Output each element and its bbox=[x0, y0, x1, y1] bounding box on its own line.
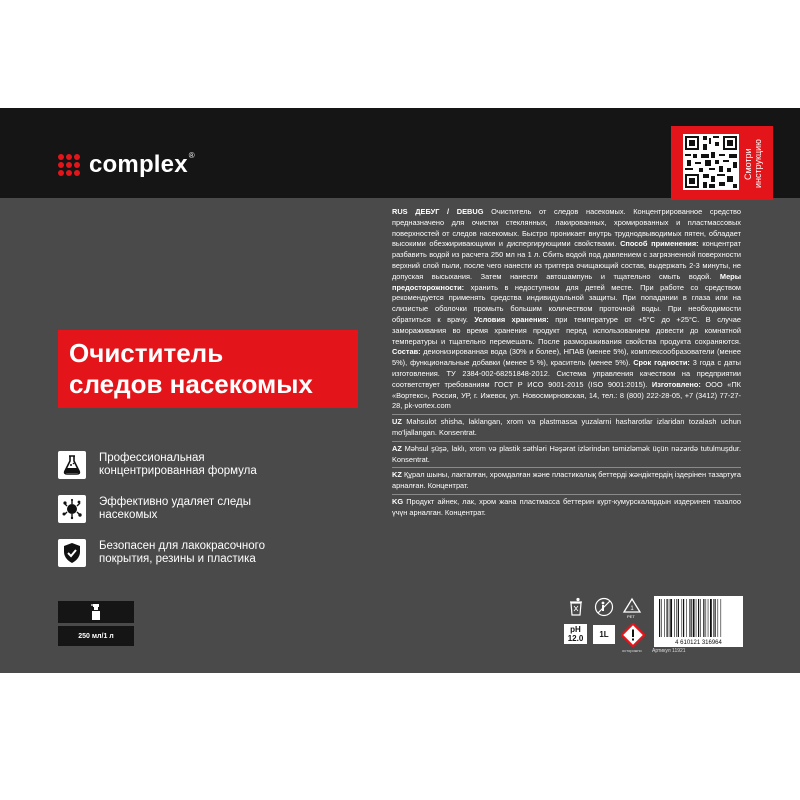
qr-panel[interactable] bbox=[671, 126, 773, 200]
barcode-bar bbox=[696, 599, 697, 637]
lang-text: Құрал шыны, лакталған, хромдалған және пластикалық беттерді жәндіктердің іздерінен тазартуға арналған. Концентрат. bbox=[392, 470, 741, 491]
barcode-bar bbox=[676, 599, 677, 637]
description-block bbox=[392, 207, 741, 519]
headline-line-1: Очиститель bbox=[69, 338, 224, 368]
shield-check-icon bbox=[58, 539, 86, 567]
composition-label: Состав: bbox=[392, 347, 421, 357]
brand-logo bbox=[58, 151, 195, 179]
barcode-bar bbox=[698, 599, 699, 637]
no-children-icon bbox=[594, 597, 614, 622]
product-code: ДЕБУГ / DEBUG bbox=[415, 207, 484, 216]
usage-text: концентрат разбавить водой из расчета 250 мл на 1 л. Сбить водой под давлением с загрязненной поверхности верхний слой пыли, после чего нанести из триггера очищающий состав, выдержать 2-3 минуты, не допуская высыхания. Затем нанести автошампунь и тщательно смыть водой. bbox=[392, 239, 742, 281]
barcode-bar bbox=[713, 599, 714, 637]
barcode-bar bbox=[683, 599, 684, 637]
feature-item-safety bbox=[58, 539, 309, 567]
headline-line-2: следов насекомых bbox=[69, 369, 313, 399]
brand-name: complex bbox=[89, 151, 188, 178]
barcode-bar bbox=[693, 599, 695, 637]
barcode-bar bbox=[669, 599, 670, 637]
barcode-bar bbox=[710, 599, 712, 637]
storage-label: Условия хранения: bbox=[474, 314, 549, 324]
barcode-bar bbox=[703, 599, 704, 637]
divider bbox=[392, 467, 741, 468]
barcode-bar bbox=[682, 599, 683, 637]
barcode-bar bbox=[678, 599, 679, 637]
storage-text: при температуре от +5°С до +25°С. В случае замораживания во время хранения продукт перед использованием довести до комнатной температуры и тщательно перемешать. После размораживания свойства продукта сохраняются. bbox=[392, 314, 741, 346]
feature-text: Безопасен для лакокрасочного покрытия, резины и пластика bbox=[99, 540, 265, 565]
feature-text: Профессиональная концентрированная формула bbox=[99, 452, 257, 477]
article-number: Артикул 11921 bbox=[652, 648, 686, 654]
ph-label: pH bbox=[570, 625, 581, 634]
barcode-bar bbox=[686, 599, 687, 637]
barcode-bar bbox=[664, 599, 665, 637]
usage-label: Способ применения: bbox=[620, 239, 699, 249]
pet-label: PET bbox=[627, 614, 635, 619]
divider bbox=[392, 441, 741, 442]
barcode-bar bbox=[718, 599, 719, 637]
barcode-bar bbox=[700, 599, 701, 637]
lang-text: Məhsul şüşə, laklı, xrom və plastik səthləri Həşərat izlərindən təmizləmək üçün nəzərdə tutulmuşdur. Konsentrat. bbox=[392, 443, 741, 464]
volume-text: 250 мл/1 л bbox=[58, 626, 134, 646]
ph-badge bbox=[564, 624, 587, 644]
barcode-bar bbox=[691, 599, 692, 637]
lang-code: RUS bbox=[392, 207, 408, 216]
logo-dots-icon bbox=[58, 154, 80, 176]
lang-code: UZ bbox=[392, 417, 402, 427]
qr-code-icon[interactable] bbox=[683, 134, 739, 190]
barcode-number: 4 610121 316964 bbox=[675, 640, 722, 646]
lang-code: KZ bbox=[392, 470, 402, 480]
description-uz bbox=[392, 417, 741, 439]
barcode-bar bbox=[706, 599, 707, 637]
barcode-bars-icon bbox=[654, 596, 743, 647]
divider bbox=[392, 414, 741, 415]
intro-text: Очиститель от следов насекомых. Концентрированное средство предназначено для очистки стеклянных, лакированных, хромированных и пластмассовых поверхностей от следов насекомых. Быстро проникает внутрь труднодвыводимых пятен, обладает высокими обезжиривающими и диспергирующими свойствами. bbox=[392, 207, 742, 249]
ph-value: 12.0 bbox=[567, 634, 584, 643]
registered-mark: ® bbox=[188, 150, 195, 160]
svg-text:1: 1 bbox=[630, 606, 634, 612]
precautions-text: хранить в недоступном для детей месте. При работе со средством рекомендуется применять средства индивидуальной защиты. При попадании в глаза или на слизистые оболочки промыть большим количеством проточной воды. При необходимости обратиться к врачу. bbox=[392, 282, 742, 324]
recycle-pet-icon bbox=[622, 597, 642, 624]
qr-caption: Смотри инструкцию bbox=[743, 139, 763, 189]
divider bbox=[392, 494, 741, 495]
lang-text: Mahsulot shisha, laklangan, xrom va plastmassa yuzalarni hasharotlar izlaridan tozalash uchun mo'ljallangan. Konsentrat. bbox=[392, 417, 741, 437]
description-az bbox=[392, 444, 741, 466]
ghs-caption: осторожно bbox=[622, 648, 642, 653]
barcode bbox=[654, 596, 743, 647]
barcode-bar bbox=[659, 599, 660, 637]
feature-item-formula bbox=[58, 451, 309, 479]
barcode-bar bbox=[661, 599, 662, 637]
product-label bbox=[0, 108, 800, 673]
barcode-bar bbox=[674, 599, 675, 637]
barcode-bar bbox=[721, 599, 722, 637]
volume-liter-badge: 1L bbox=[593, 625, 615, 644]
description-kz bbox=[392, 470, 741, 492]
feature-text: Эффективно удаляет следы насекомых bbox=[99, 496, 251, 521]
feature-item-removal bbox=[58, 495, 309, 523]
volume-box bbox=[58, 601, 134, 646]
product-headline bbox=[58, 330, 358, 408]
composition-text: деионизированная вода (30% и более), НПАВ (менее 5%), комплексообразователи (менее 5%), функциональные добавки (менее 5 %), краситель (менее 5%). bbox=[392, 347, 741, 368]
insect-splat-icon bbox=[58, 495, 86, 523]
description-kg bbox=[392, 497, 741, 519]
barcode-bar bbox=[667, 599, 668, 637]
precautions-label: Меры предосторожности: bbox=[392, 271, 741, 292]
shelf-label: Срок годности: bbox=[633, 358, 690, 368]
shelf-text: 3 года с даты изготовления. ТУ 2384-002-68251848-2012. Система управления качеством на предприятии соответствует требованиям ГОСТ Р ИСО 9001-2015 (ISO 9001:2015). bbox=[392, 358, 741, 389]
trash-bin-icon bbox=[568, 597, 584, 622]
lang-code: KG bbox=[392, 496, 404, 506]
flask-formula-icon bbox=[58, 451, 86, 479]
barcode-bar bbox=[708, 599, 709, 637]
top-band bbox=[0, 108, 800, 198]
maker-text: ООО «ПК «Вортекс», Россия, УР, г. Ижевск, ул. Новосмирновская, 14, тел.: 8 (800) 222-28-05, +7 (3412) 77-27-28, pk-vortex.com bbox=[392, 379, 741, 411]
lang-code: AZ bbox=[392, 443, 402, 453]
spray-bottle-icon bbox=[58, 601, 134, 623]
description-rus bbox=[392, 207, 741, 412]
lang-text: Продукт айнек, лак, хром жана пластмасса беттерин курт-кумурскалардын издеринен тазалоо үчүн арналган. Концентрат. bbox=[392, 496, 741, 517]
barcode-bar bbox=[689, 599, 690, 637]
barcode-bar bbox=[715, 599, 716, 637]
maker-label: Изготовлено: bbox=[651, 379, 701, 389]
barcode-bar bbox=[670, 599, 672, 637]
